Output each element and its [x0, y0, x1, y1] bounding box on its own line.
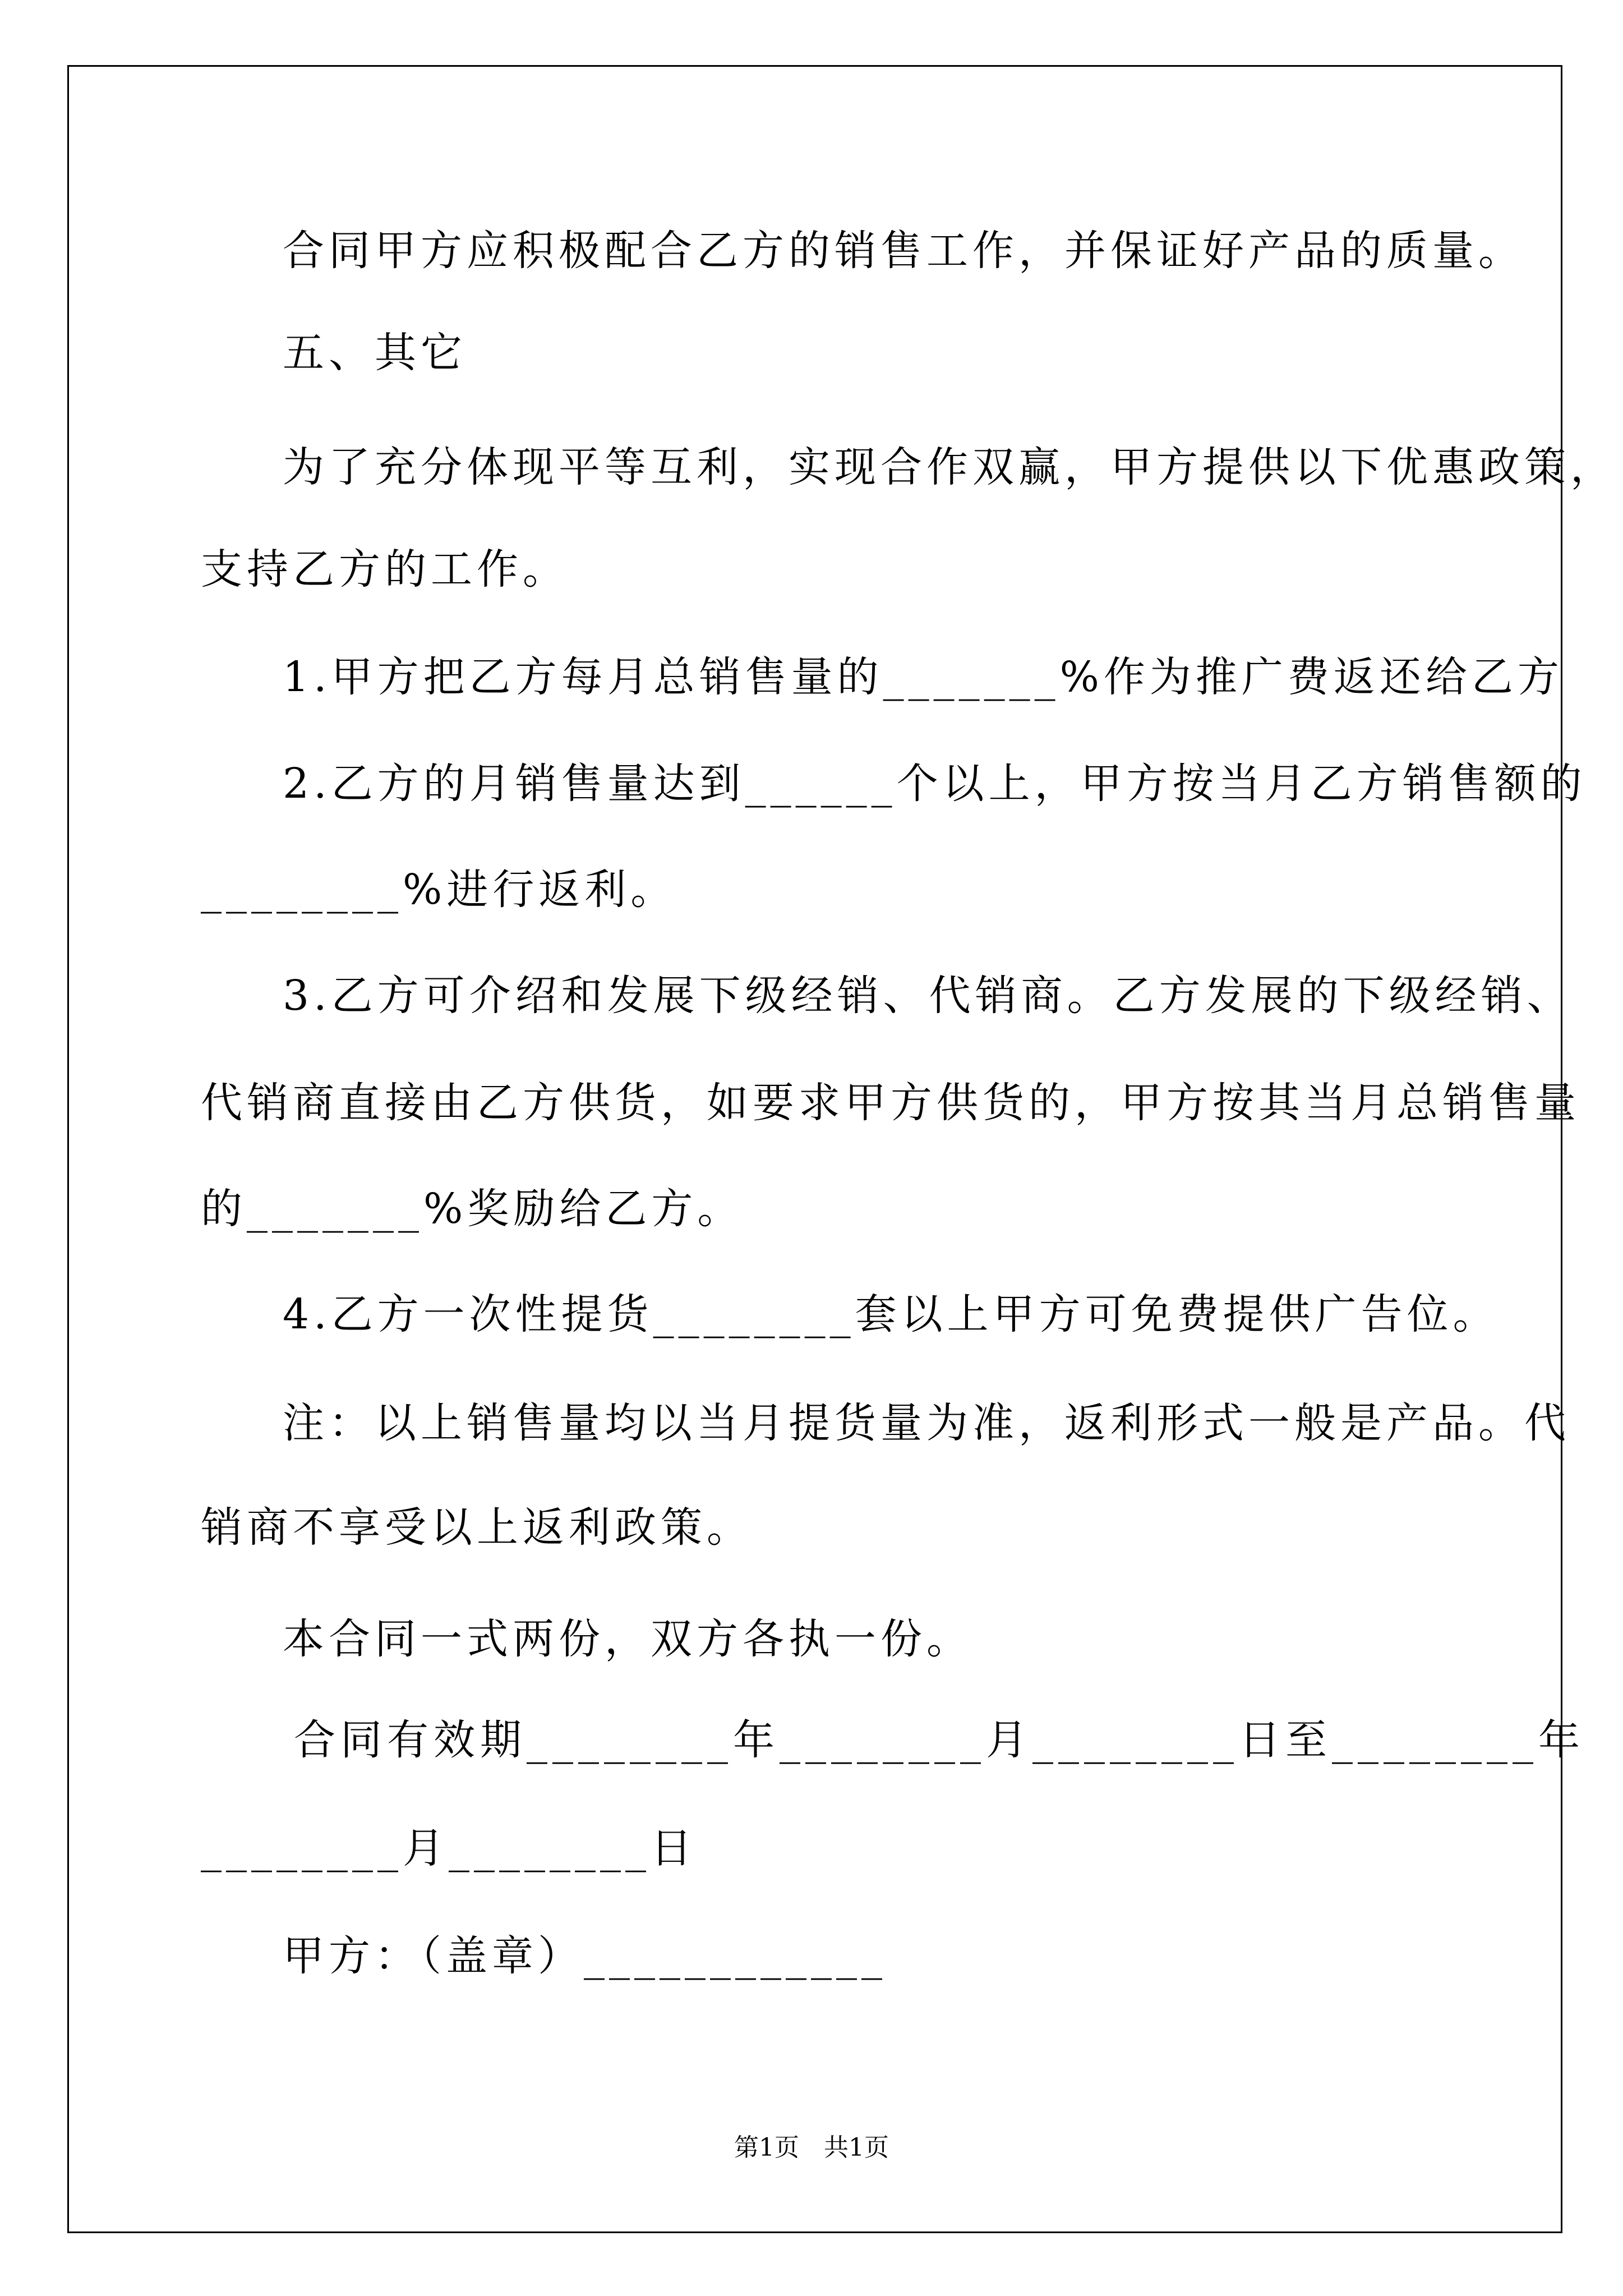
validity-line: ________月________日 — [201, 1824, 697, 1872]
paragraph-line: 为了充分体现平等互利，实现合作双赢，甲方提供以下优惠政策， — [283, 443, 1616, 491]
party-a-signature-line: 甲方：（盖章）____________ — [283, 1932, 887, 1980]
list-item-line: 1.甲方把乙方每月总销售量的_______%作为推广费返还给乙方 — [283, 653, 1564, 701]
paragraph-line: 支持乙方的工作。 — [201, 545, 569, 593]
page-footer: 第1页 共1页 — [734, 2133, 889, 2162]
note-line: 销商不享受以上返利政策。 — [201, 1503, 753, 1552]
list-item-line: 2.乙方的月销售量达到______个以上，甲方按当月乙方销售额的 — [283, 760, 1587, 808]
list-item-line: 3.乙方可介绍和发展下级经销、代销商。乙方发展的下级经销、 — [283, 972, 1573, 1020]
list-item-line: ________%进行返利。 — [201, 866, 677, 914]
section-heading: 五、其它 — [283, 329, 467, 377]
list-item-line: 代销商直接由乙方供货，如要求甲方供货的，甲方按其当月总销售量 — [201, 1079, 1580, 1127]
page-border — [67, 65, 1562, 2233]
paragraph-line: 合同甲方应积极配合乙方的销售工作，并保证好产品的质量。 — [283, 227, 1524, 275]
list-item-line: 4.乙方一次性提货________套以上甲方可免费提供广告位。 — [283, 1290, 1499, 1338]
paragraph-line: 本合同一式两份，双方各执一份。 — [283, 1615, 972, 1663]
validity-line: 合同有效期________年________月________日至________年 — [294, 1716, 1585, 1764]
list-item-line: 的_______%奖励给乙方。 — [201, 1185, 744, 1233]
note-line: 注：以上销售量均以当月提货量为准，返利形式一般是产品。代 — [283, 1399, 1570, 1447]
